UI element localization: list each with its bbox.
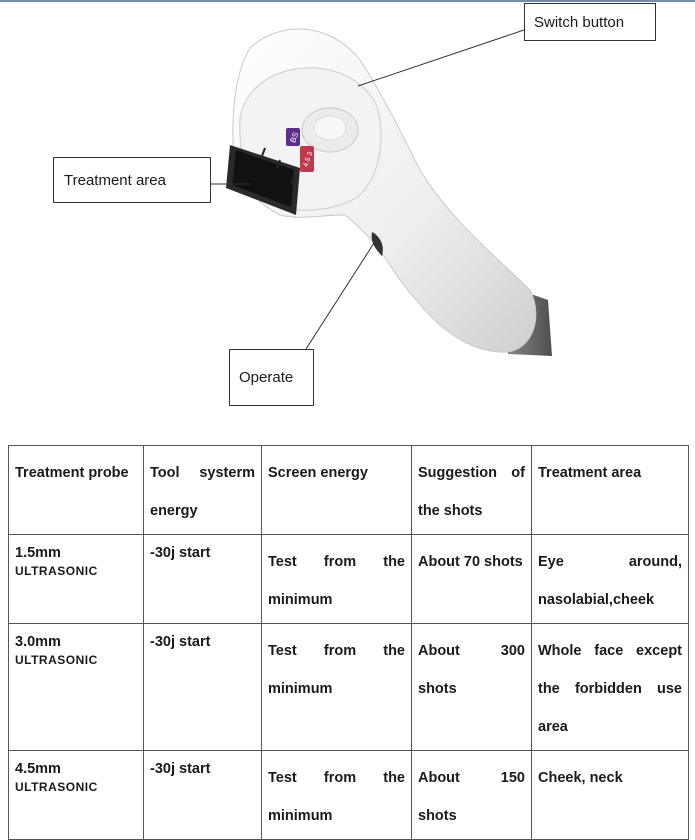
cell-probe [9, 535, 144, 624]
table-row [9, 535, 689, 624]
cell-tool-energy: -30j start [144, 751, 262, 840]
cell-tool-energy: -30j start [144, 535, 262, 624]
cell-shots: About 300 shots [412, 624, 532, 751]
cell-area: Eye around, nasolabial,cheek [532, 535, 689, 624]
spec-table [8, 445, 689, 840]
cell-probe [9, 624, 144, 751]
label-top-text: BS [288, 130, 301, 145]
cell-area: Cheek, neck [532, 751, 689, 840]
table-row [9, 624, 689, 751]
callout-switch-label: Switch button [534, 13, 625, 31]
cell-shots: About 70 shots [412, 535, 532, 624]
probe-type: ULTRASONIC [15, 653, 98, 667]
header-area: Treatment area [532, 446, 689, 535]
callout-operate [229, 349, 314, 406]
table-header-row [9, 446, 689, 535]
probe-size: 1.5mm [15, 545, 61, 561]
cell-screen-energy: Test from the minimum [262, 535, 412, 624]
header-probe: Treatment probe [9, 446, 144, 535]
header-shots: Suggestion of the shots [412, 446, 532, 535]
probe-size: 4.5mm [15, 761, 61, 777]
probe-type: ULTRASONIC [15, 780, 98, 794]
cell-tool-energy: -30j start [144, 624, 262, 751]
callout-operate-label: Operate [239, 369, 294, 386]
cell-area: Whole face except the forbidden use area [532, 624, 689, 751]
header-tool-energy: Tool systerm energy [144, 446, 262, 535]
cell-screen-energy: Test from the minimum [262, 751, 412, 840]
table-row [9, 751, 689, 840]
switch-dome-inner [314, 116, 346, 140]
header-screen-energy: Screen energy [262, 446, 412, 535]
label-bottom-text: 4.5 3 [302, 150, 315, 169]
cell-screen-energy: Test from the minimum [262, 624, 412, 751]
leader-operate [306, 243, 374, 349]
callout-treatment-area [53, 157, 211, 203]
cell-shots: About 150 shots [412, 751, 532, 840]
callout-switch-button [524, 3, 656, 41]
callout-treatment-label: Treatment area [64, 171, 166, 189]
leader-switch [358, 30, 524, 86]
cell-probe [9, 751, 144, 840]
probe-type: ULTRASONIC [15, 564, 98, 578]
probe-size: 3.0mm [15, 634, 61, 650]
